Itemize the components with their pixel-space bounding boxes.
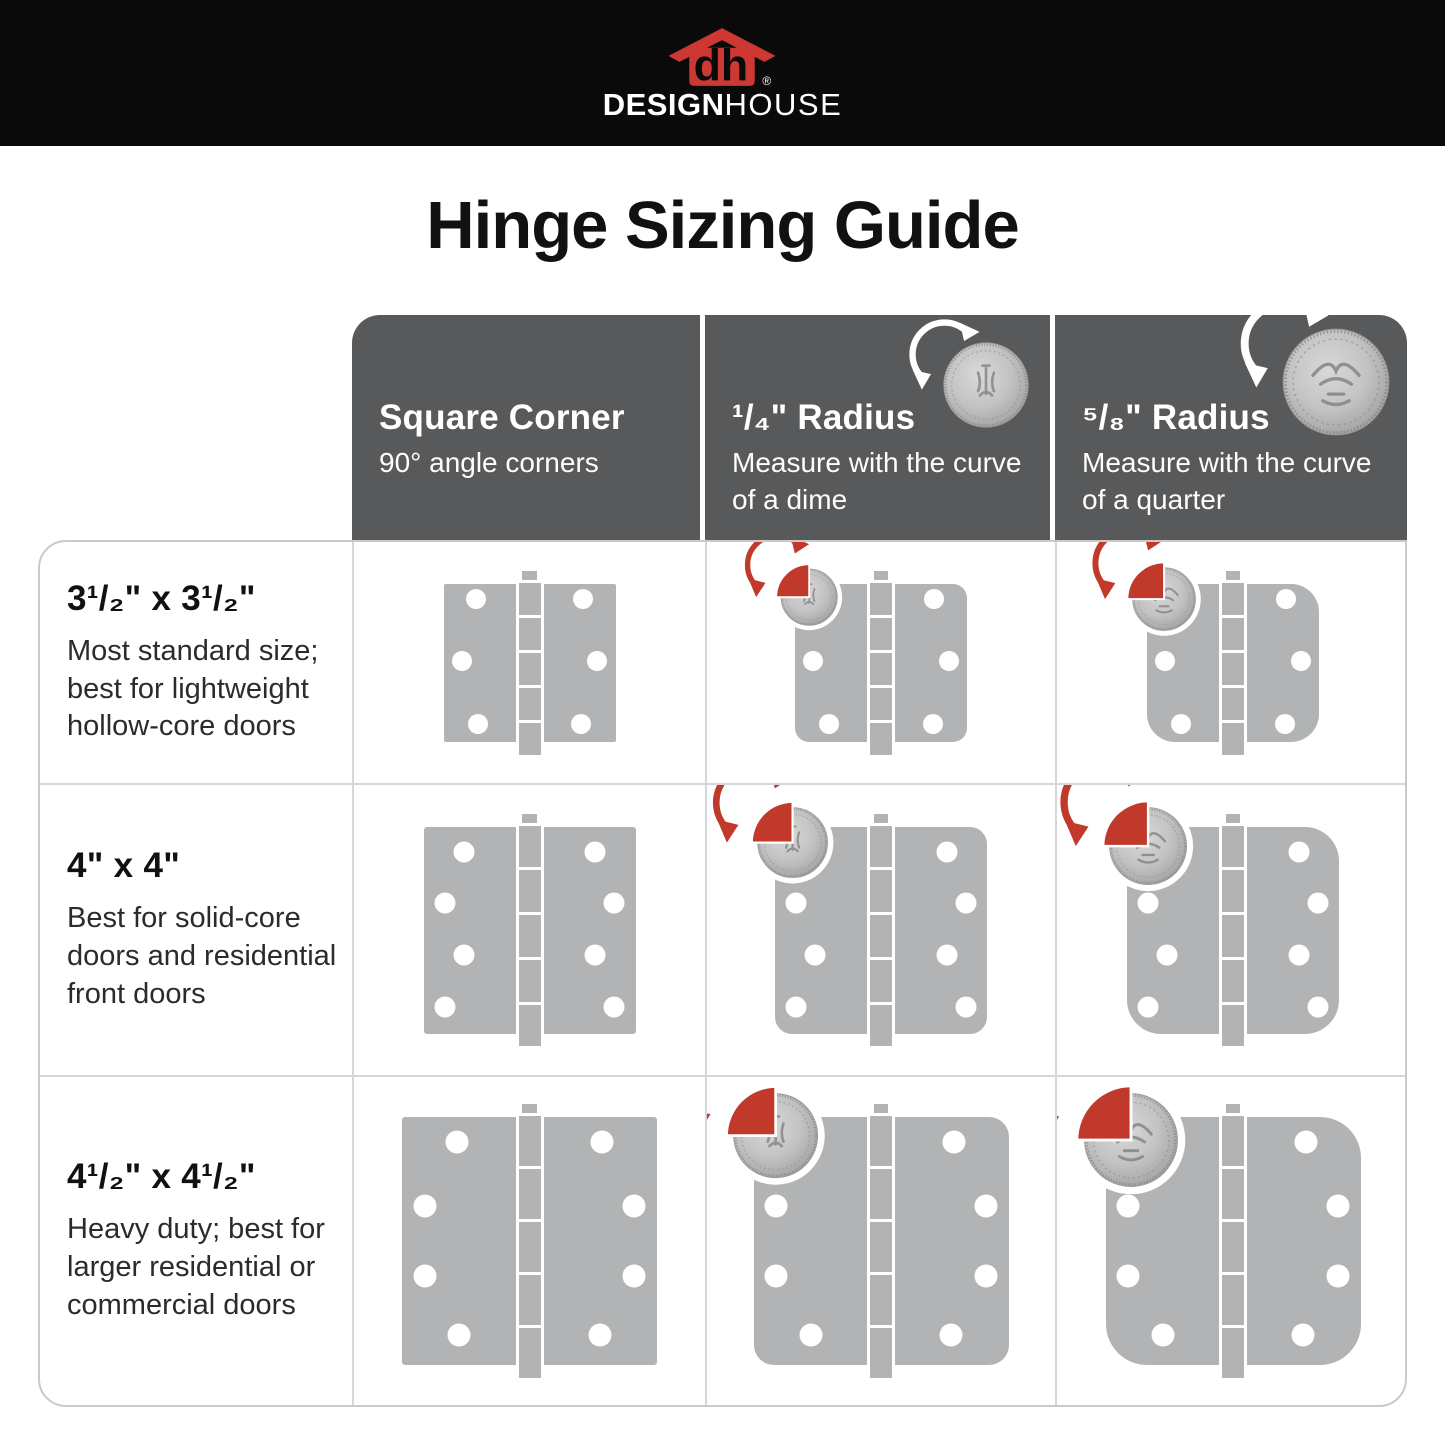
hinge-illustration xyxy=(1106,1117,1361,1365)
screw-hole xyxy=(955,893,976,914)
hinge-knuckle xyxy=(1222,1275,1244,1325)
column-label: ¹/₄" Radius xyxy=(732,397,916,437)
hinge-knuckle xyxy=(870,1328,892,1378)
hinge-knuckle xyxy=(870,826,892,868)
registered-mark: ® xyxy=(762,73,772,87)
hinge-illustration xyxy=(402,1117,657,1365)
row-label-cell-3-5 xyxy=(40,542,354,785)
screw-hole xyxy=(1151,1324,1174,1347)
screw-hole xyxy=(573,589,593,609)
hinge-barrel xyxy=(870,1104,892,1378)
radius-badge xyxy=(1097,542,1204,639)
hinge-barrel xyxy=(870,814,892,1047)
hinge-knuckle xyxy=(870,1222,892,1272)
hinge-knuckle xyxy=(870,1169,892,1219)
screw-hole xyxy=(1326,1264,1349,1287)
hinge-knuckle xyxy=(1222,870,1244,912)
screw-hole xyxy=(623,1195,646,1218)
column-header-text xyxy=(1082,399,1399,528)
screw-hole xyxy=(587,651,607,671)
radius-wedge xyxy=(1127,562,1164,599)
hinge-knuckle xyxy=(519,618,541,650)
screw-hole xyxy=(571,714,591,734)
hinge-cell-4-5-quarter-radius xyxy=(707,1077,1057,1405)
hinge-knuckle xyxy=(1222,1328,1244,1378)
hinge-knuckle xyxy=(1222,1169,1244,1219)
screw-hole xyxy=(799,1324,822,1347)
screw-hole xyxy=(940,1324,963,1347)
hinge-illustration xyxy=(424,827,636,1034)
brand-name-bold: DESIGN xyxy=(602,86,725,122)
screw-hole xyxy=(805,944,826,965)
hinge-cell-3-5-square xyxy=(354,542,707,785)
column-header-square-corner xyxy=(352,315,700,540)
hinge-cell-3-5-quarter-radius xyxy=(707,542,1057,785)
screw-hole xyxy=(585,944,606,965)
screw-hole xyxy=(445,1130,468,1153)
screw-hole xyxy=(786,996,807,1017)
hinge-knuckle xyxy=(1222,826,1244,868)
screw-hole xyxy=(413,1195,436,1218)
hinge-pin-cap xyxy=(874,571,888,580)
screw-hole xyxy=(923,714,943,734)
hinge-illustration xyxy=(754,1117,1009,1365)
screw-hole xyxy=(939,651,959,671)
hinge-illustration xyxy=(775,827,987,1034)
hinge-knuckle xyxy=(870,1005,892,1047)
screw-hole xyxy=(413,1264,436,1287)
hinge-knuckle xyxy=(519,1222,541,1272)
screw-hole xyxy=(765,1195,788,1218)
screw-hole xyxy=(1307,893,1328,914)
hinge-barrel xyxy=(519,814,541,1047)
screw-hole xyxy=(786,893,807,914)
screw-hole xyxy=(466,589,486,609)
row-label xyxy=(40,846,352,1013)
screw-hole xyxy=(803,651,823,671)
hinge-knuckle xyxy=(1222,1005,1244,1047)
screw-hole xyxy=(604,893,625,914)
screw-hole xyxy=(1288,842,1309,863)
hinge-knuckle xyxy=(519,1116,541,1166)
hinge-knuckle xyxy=(1222,1222,1244,1272)
column-header-quarter-inch-radius xyxy=(705,315,1050,540)
hinge-pin-cap xyxy=(1226,1104,1240,1113)
radius-wedge xyxy=(752,801,793,842)
page-title: Hinge Sizing Guide xyxy=(426,188,1019,263)
screw-hole xyxy=(434,996,455,1017)
hinge-knuckle xyxy=(870,870,892,912)
hinge-knuckle xyxy=(519,1169,541,1219)
hinge-pin-cap xyxy=(522,814,536,823)
screw-hole xyxy=(604,996,625,1017)
screw-hole xyxy=(591,1130,614,1153)
screw-hole xyxy=(955,996,976,1017)
hinge-cell-4-5-square xyxy=(354,1077,707,1405)
hinge-knuckle xyxy=(1222,618,1244,650)
screw-hole xyxy=(453,842,474,863)
radius-badge xyxy=(1057,1077,1190,1199)
radius-badge xyxy=(749,542,845,633)
hinge-sizing-table xyxy=(38,315,1407,1407)
column-header-five-eighth-inch-radius xyxy=(1055,315,1407,540)
hinge-knuckle xyxy=(870,618,892,650)
screw-hole xyxy=(585,842,606,863)
hinge-knuckle xyxy=(519,1328,541,1378)
column-label: ⁵/₈" Radius xyxy=(1082,397,1270,437)
screw-hole xyxy=(453,944,474,965)
logo-monogram: dh xyxy=(694,40,749,87)
hinge-pin-cap xyxy=(874,814,888,823)
hinge-knuckle xyxy=(870,723,892,755)
screw-hole xyxy=(1276,589,1296,609)
brand-name xyxy=(602,86,843,122)
row-description: Most standard size; best for lightweight hollow-core doors xyxy=(67,634,319,743)
hinge-knuckle xyxy=(519,653,541,685)
hinge-pin-cap xyxy=(1226,814,1240,823)
hinge-knuckle xyxy=(870,960,892,1002)
screw-hole xyxy=(1155,651,1175,671)
hinge-knuckle xyxy=(519,870,541,912)
hinge-knuckle xyxy=(519,826,541,868)
radius-wedge xyxy=(1076,1086,1130,1140)
row-size-label: 4" x 4" xyxy=(67,846,181,886)
hinge-knuckle xyxy=(870,653,892,685)
brand-logo xyxy=(603,27,843,120)
hinge-knuckle xyxy=(519,583,541,615)
hinge-knuckle xyxy=(519,688,541,720)
hinge-knuckle xyxy=(870,583,892,615)
screw-hole xyxy=(1138,996,1159,1017)
screw-hole xyxy=(468,714,488,734)
hinge-illustration xyxy=(1147,584,1319,742)
hinge-illustration xyxy=(795,584,967,742)
screw-hole xyxy=(942,1130,965,1153)
screw-hole xyxy=(1307,996,1328,1017)
hinge-knuckle xyxy=(1222,653,1244,685)
row-description: Heavy duty; best for larger residential or commercial doors xyxy=(67,1213,325,1321)
hinge-pin-cap xyxy=(522,1104,536,1113)
screw-hole xyxy=(452,651,472,671)
column-header-text xyxy=(732,399,1042,528)
hinge-barrel xyxy=(870,571,892,755)
design-house-logo-icon xyxy=(666,27,778,87)
hinge-knuckle xyxy=(1222,688,1244,720)
screw-hole xyxy=(1288,944,1309,965)
hinge-knuckle xyxy=(1222,583,1244,615)
hinge-cell-4-5-five-eighth-radius xyxy=(1057,1077,1407,1405)
hinge-knuckle xyxy=(870,1116,892,1166)
row-size-label: 3¹/₂" x 3¹/₂" xyxy=(67,578,256,618)
screw-hole xyxy=(924,589,944,609)
screw-hole xyxy=(974,1264,997,1287)
table-header-row xyxy=(38,315,1407,540)
hinge-barrel xyxy=(1222,814,1244,1047)
screw-hole xyxy=(1294,1130,1317,1153)
hinge-pin-cap xyxy=(874,1104,888,1113)
screw-hole xyxy=(1138,893,1159,914)
hinge-knuckle xyxy=(519,723,541,755)
row-label-cell-4-5 xyxy=(40,1077,354,1405)
radius-wedge xyxy=(726,1087,775,1136)
hinge-knuckle xyxy=(519,960,541,1002)
hinge-illustration xyxy=(444,584,616,742)
screw-hole xyxy=(819,714,839,734)
hinge-knuckle xyxy=(1222,960,1244,1002)
hinge-barrel xyxy=(1222,1104,1244,1378)
radius-badge xyxy=(1066,785,1197,895)
hinge-cell-4-square xyxy=(354,785,707,1077)
hinge-illustration xyxy=(1127,827,1339,1034)
hinge-barrel xyxy=(1222,571,1244,755)
row-description: Best for solid-core doors and residential front doors xyxy=(67,902,337,1010)
column-sublabel: 90° angle corners xyxy=(379,447,599,478)
row-label-cell-4 xyxy=(40,785,354,1077)
radius-wedge xyxy=(1103,801,1148,846)
screw-hole xyxy=(1326,1195,1349,1218)
brand-band xyxy=(0,0,1445,146)
hinge-knuckle xyxy=(870,688,892,720)
radius-badge xyxy=(718,785,837,887)
hinge-knuckle xyxy=(870,1275,892,1325)
hinge-knuckle xyxy=(1222,1116,1244,1166)
hinge-knuckle xyxy=(1222,723,1244,755)
screw-hole xyxy=(1275,714,1295,734)
screw-hole xyxy=(936,842,957,863)
screw-hole xyxy=(1157,944,1178,965)
hinge-knuckle xyxy=(519,915,541,957)
hinge-knuckle xyxy=(519,1005,541,1047)
hinge-barrel xyxy=(519,1104,541,1378)
header-spacer xyxy=(38,315,352,540)
row-size-label: 4¹/₂" x 4¹/₂" xyxy=(67,1157,256,1197)
hinge-knuckle xyxy=(1222,915,1244,957)
screw-hole xyxy=(434,893,455,914)
row-label xyxy=(40,1157,352,1324)
hinge-barrel xyxy=(519,571,541,755)
hinge-knuckle xyxy=(870,915,892,957)
column-label: Square Corner xyxy=(379,397,625,437)
screw-hole xyxy=(448,1324,471,1347)
screw-hole xyxy=(623,1264,646,1287)
hinge-pin-cap xyxy=(522,571,536,580)
screw-hole xyxy=(936,944,957,965)
hinge-cell-4-quarter-radius xyxy=(707,785,1057,1077)
hinge-cell-4-five-eighth-radius xyxy=(1057,785,1407,1077)
column-header-text xyxy=(379,399,692,528)
screw-hole xyxy=(765,1264,788,1287)
screw-hole xyxy=(974,1195,997,1218)
screw-hole xyxy=(1292,1324,1315,1347)
brand-name-light: HOUSE xyxy=(724,86,843,122)
screw-hole xyxy=(1291,651,1311,671)
screw-hole xyxy=(588,1324,611,1347)
row-label xyxy=(40,579,352,746)
screw-hole xyxy=(1171,714,1191,734)
hinge-pin-cap xyxy=(1226,571,1240,580)
column-sublabel: Measure with the curve of a quarter xyxy=(1082,447,1372,515)
radius-badge xyxy=(707,1077,829,1189)
hinge-knuckle xyxy=(519,1275,541,1325)
screw-hole xyxy=(1117,1264,1140,1287)
hinge-cell-3-5-five-eighth-radius xyxy=(1057,542,1407,785)
radius-wedge xyxy=(776,564,809,597)
column-sublabel: Measure with the curve of a dime xyxy=(732,447,1022,515)
table-body xyxy=(38,540,1407,1407)
